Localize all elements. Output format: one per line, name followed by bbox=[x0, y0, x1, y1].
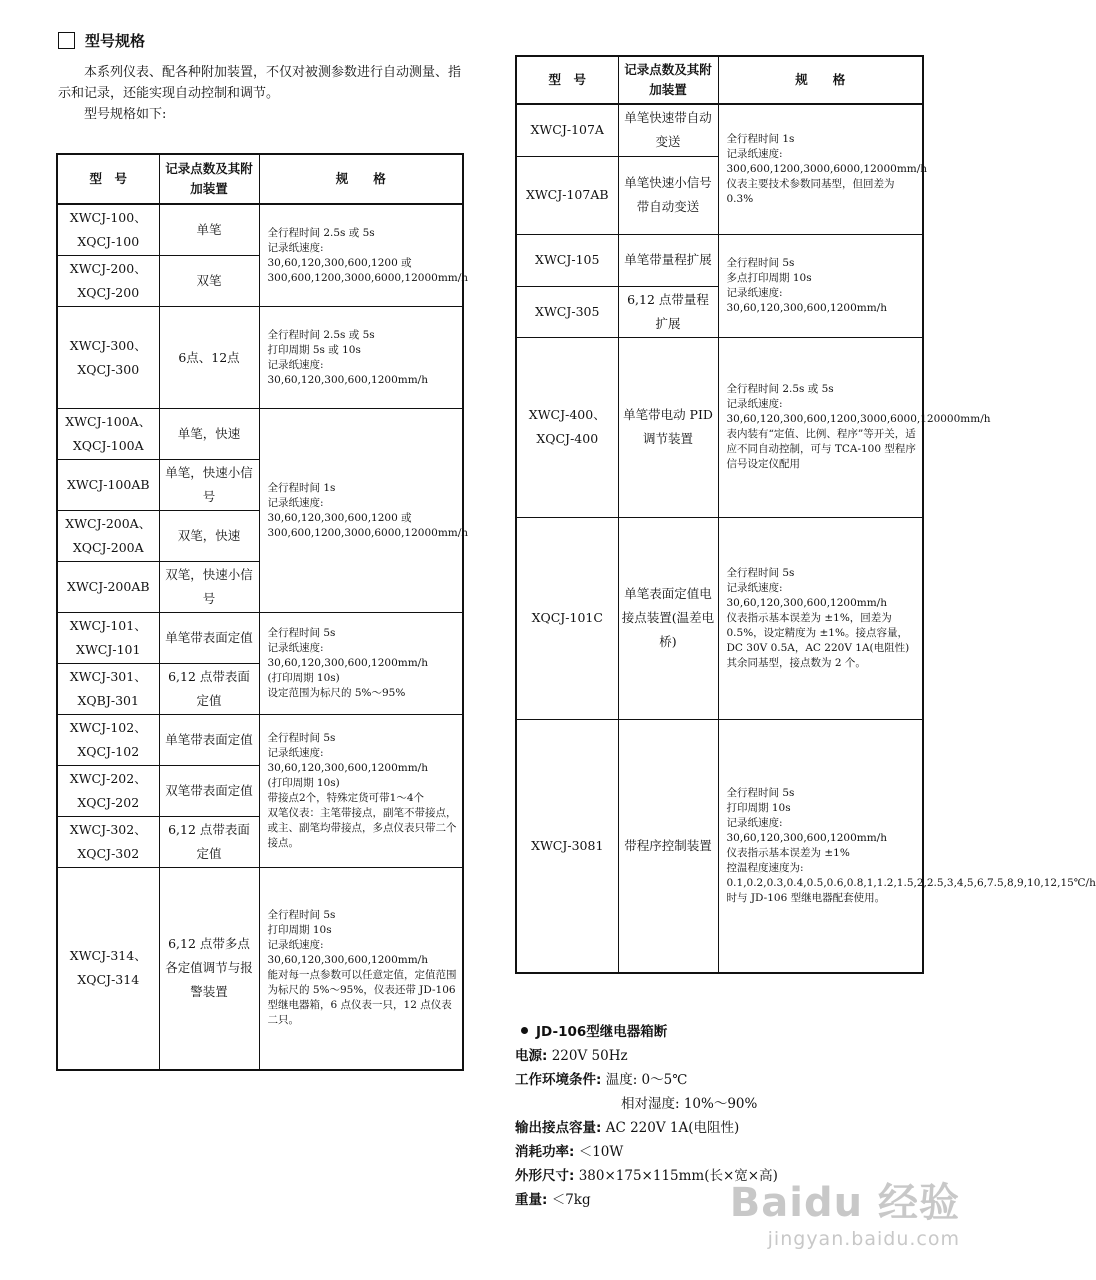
spec-table-right bbox=[515, 55, 1096, 974]
table-row bbox=[57, 409, 463, 460]
record-cell: 双笔，快速小信号 bbox=[159, 562, 259, 613]
model-cell: XWCJ-100AB bbox=[57, 460, 159, 511]
model-cell: XWCJ-101、XWCJ-101 bbox=[57, 613, 159, 664]
relay-humid-row bbox=[515, 1092, 955, 1116]
output-label: 输出接点容量: bbox=[515, 1120, 602, 1136]
table-header-row bbox=[516, 56, 923, 104]
model-cell: XWCJ-107AB bbox=[516, 156, 618, 234]
record-cell: 6点、12点 bbox=[159, 307, 259, 409]
model-cell: XWCJ-3081 bbox=[516, 719, 618, 973]
model-cell: XWCJ-200A、XQCJ-200A bbox=[57, 511, 159, 562]
model-cell: XWCJ-302、XQCJ-302 bbox=[57, 817, 159, 868]
table-row bbox=[57, 204, 463, 256]
spec-cell: 全行程时间 5s 记录纸速度: 30,60,120,300,600,1200mm/h 仪表指示基本误差为 ±1%，回差为 0.5%，设定精度为 ±1%。接点容量，DC 30V 0.5A，AC 220V 1A(电阻性)其余同基型，接点数为 2 个。 bbox=[718, 517, 923, 719]
power-consumption-label: 消耗功率: bbox=[515, 1144, 575, 1160]
table-row bbox=[57, 307, 463, 409]
spec-cell: 全行程时间 2.5s 或 5s 打印周期 5s 或 10s 记录纸速度: 30,60,120,300,600,1200mm/h bbox=[259, 307, 463, 409]
weight-value: ＜7kg bbox=[551, 1192, 591, 1208]
baidu-watermark bbox=[730, 1171, 960, 1250]
table-row bbox=[516, 337, 923, 517]
record-cell: 双笔，快速 bbox=[159, 511, 259, 562]
header-record: 记录点数及其附加装置 bbox=[159, 154, 259, 204]
table-header-row bbox=[57, 154, 463, 204]
model-cell: XWCJ-105 bbox=[516, 234, 618, 286]
model-cell: XWCJ-100、XQCJ-100 bbox=[57, 204, 159, 256]
table-row bbox=[516, 234, 923, 286]
record-cell: 单笔带量程扩展 bbox=[618, 234, 718, 286]
record-cell: 单笔带表面定值 bbox=[159, 715, 259, 766]
intro-paragraph bbox=[58, 62, 463, 125]
relay-output-row bbox=[515, 1116, 955, 1140]
size-label: 外形尺寸: bbox=[515, 1168, 575, 1184]
relay-power-consumption-row bbox=[515, 1140, 955, 1164]
model-cell: XWCJ-200、XQCJ-200 bbox=[57, 256, 159, 307]
spec-cell: 全行程时间 5s 打印周期 10s 记录纸速度: 30,60,120,300,600,1200mm/h 仪表指示基本误差为 ±1% 控温程度速度为: 0.1,0.2,0.3,0.4,0.5,0.6,0.8,1,1.2,1.5,2,2.5,3,4,5,6,7.5,8,9,10,12,15℃/h 时与 JD-106 型继电器配套使用。 bbox=[718, 719, 923, 973]
record-cell: 6,12 点带表面定值 bbox=[159, 664, 259, 715]
spec-table-left bbox=[56, 153, 469, 1071]
header-model: 型 号 bbox=[57, 154, 159, 204]
weight-label: 重量: bbox=[515, 1192, 548, 1208]
spec-cell: 全行程时间 5s 多点打印周期 10s 记录纸速度: 30,60,120,300,600,1200mm/h bbox=[718, 234, 923, 337]
heading-text: 型号规格 bbox=[85, 32, 146, 50]
model-cell: XWCJ-107A bbox=[516, 104, 618, 156]
model-cell: XWCJ-314、XQCJ-314 bbox=[57, 868, 159, 1070]
model-cell: XWCJ-200AB bbox=[57, 562, 159, 613]
record-cell: 单笔带电动 PID 调节装置 bbox=[618, 337, 718, 517]
power-value: 220V 50Hz bbox=[551, 1048, 628, 1064]
intro-line-1: 本系列仪表、配各种附加装置，不仅对被测参数进行自动测量、指示和记录，还能实现自动控制和调节。 bbox=[58, 65, 462, 101]
header-model: 型 号 bbox=[516, 56, 618, 104]
table-row bbox=[57, 715, 463, 766]
record-cell: 单笔 bbox=[159, 204, 259, 256]
table-row bbox=[516, 719, 923, 973]
model-cell: XWCJ-202、XQCJ-202 bbox=[57, 766, 159, 817]
record-cell: 双笔带表面定值 bbox=[159, 766, 259, 817]
model-cell: XWCJ-100A、XQCJ-100A bbox=[57, 409, 159, 460]
relay-power-row bbox=[515, 1044, 955, 1068]
header-spec: 规 格 bbox=[718, 56, 923, 104]
relay-env-row bbox=[515, 1068, 955, 1092]
header-record: 记录点数及其附加装置 bbox=[618, 56, 718, 104]
record-cell: 单笔表面定值电接点装置(温差电桥) bbox=[618, 517, 718, 719]
size-value: 380×175×115mm(长×宽×高) bbox=[578, 1168, 778, 1184]
output-value: AC 220V 1A(电阻性) bbox=[605, 1120, 740, 1136]
power-consumption-value: ＜10W bbox=[578, 1144, 624, 1160]
spec-cell: 全行程时间 5s 记录纸速度: 30,60,120,300,600,1200mm/h (打印周期 10s) 带接点2个，特殊定货可带1～4个 双笔仪表：主笔带接点，副笔不带接点，或主、副笔均带接点，多点仪表只带二个接点。 bbox=[259, 715, 463, 868]
record-cell: 单笔快速带自动变送 bbox=[618, 104, 718, 156]
power-label: 电源: bbox=[515, 1048, 548, 1064]
record-cell: 双笔 bbox=[159, 256, 259, 307]
model-cell: XQCJ-101C bbox=[516, 517, 618, 719]
table-row bbox=[516, 517, 923, 719]
model-cell: XWCJ-300、XQCJ-300 bbox=[57, 307, 159, 409]
spec-cell: 全行程时间 2.5s 或 5s 记录纸速度: 30,60,120,300,600,1200,3000,6000,120000mm/h 表内装有“定值、比例、程序”等开关，适应不同自动控制，可与 TCA-100 型程序信号设定仪配用 bbox=[718, 337, 923, 517]
record-cell: 单笔带表面定值 bbox=[159, 613, 259, 664]
model-cell: XWCJ-305 bbox=[516, 286, 618, 337]
env-humid: 相对湿度: 10%～90% bbox=[621, 1096, 758, 1112]
header-spec: 规 格 bbox=[259, 154, 463, 204]
env-temp: 温度: 0～5℃ bbox=[605, 1072, 688, 1088]
spec-cell: 全行程时间 1s 记录纸速度: 300,600,1200,3000,6000,12000mm/h 仪表主要技术参数同基型，但回差为 0.3% bbox=[718, 104, 923, 234]
table-row bbox=[57, 613, 463, 664]
watermark-url: jingyan.baidu.com bbox=[767, 1228, 960, 1250]
record-cell: 6,12 点带量程扩展 bbox=[618, 286, 718, 337]
model-cell: XWCJ-102、XQCJ-102 bbox=[57, 715, 159, 766]
spec-cell: 全行程时间 5s 记录纸速度: 30,60,120,300,600,1200mm/h (打印周期 10s) 设定范围为标尺的 5%～95% bbox=[259, 613, 463, 715]
checkbox-square-icon bbox=[58, 32, 75, 49]
env-label: 工作环境条件: bbox=[515, 1072, 602, 1088]
table-row bbox=[516, 104, 923, 156]
spec-cell: 全行程时间 1s 记录纸速度: 30,60,120,300,600,1200 或 300,600,1200,3000,6000,12000mm/h bbox=[259, 409, 463, 613]
relay-title-row bbox=[515, 1020, 955, 1044]
record-cell: 单笔，快速 bbox=[159, 409, 259, 460]
spec-cell: 全行程时间 2.5s 或 5s 记录纸速度: 30,60,120,300,600,1200 或 300,600,1200,3000,6000,12000mm/h bbox=[259, 204, 463, 307]
record-cell: 单笔，快速小信号 bbox=[159, 460, 259, 511]
record-cell: 单笔快速小信号带自动变送 bbox=[618, 156, 718, 234]
bullet-dot-icon bbox=[521, 1027, 528, 1034]
record-cell: 6,12 点带多点各定值调节与报警装置 bbox=[159, 868, 259, 1070]
model-cell: XWCJ-301、XQBJ-301 bbox=[57, 664, 159, 715]
spec-cell: 全行程时间 5s 打印周期 10s 记录纸速度: 30,60,120,300,600,1200mm/h 能对每一点参数可以任意定值，定值范围为标尺的 5%～95%，仪表还带 JD-106 型继电器箱，6 点仪表一只，12 点仪表二只。 bbox=[259, 868, 463, 1070]
table-row bbox=[57, 868, 463, 1070]
record-cell: 带程序控制装置 bbox=[618, 719, 718, 973]
intro-line-2: 型号规格如下: bbox=[84, 107, 167, 122]
section-heading bbox=[58, 30, 145, 51]
relay-title: JD-106型继电器箱断 bbox=[536, 1024, 668, 1040]
model-cell: XWCJ-400、XQCJ-400 bbox=[516, 337, 618, 517]
record-cell: 6,12 点带表面定值 bbox=[159, 817, 259, 868]
watermark-logo: Baidu 经验 bbox=[729, 1180, 960, 1226]
